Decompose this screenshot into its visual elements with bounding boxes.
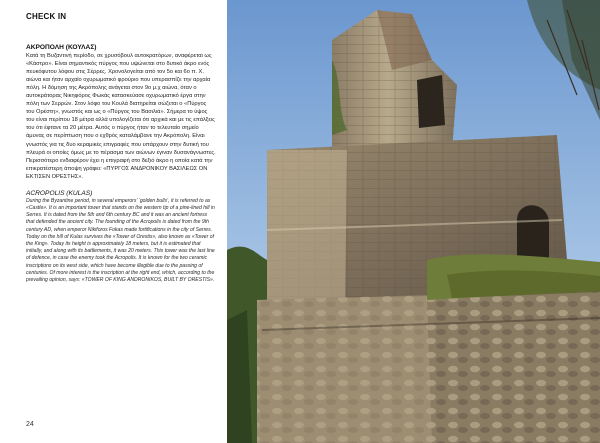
section-heading: CHECK IN <box>26 12 67 21</box>
english-title: ACROPOLIS (KULAS) <box>26 189 93 197</box>
tower-photo <box>227 0 600 443</box>
text-page <box>0 0 227 443</box>
greek-title: ΑΚΡΟΠΟΛΗ (ΚΟΥΛΑΣ) <box>26 44 97 51</box>
article-column <box>26 44 216 284</box>
page-number: 24 <box>26 421 34 428</box>
tower-photo-illustration <box>227 0 600 443</box>
greek-body: Κατά τη Βυζαντινή περίοδο, σε χρυσόβουλ αυτοκρατόρων, αναφέρεται ως «Κάστρο». Είναι σημαντικός πύργος που υψώνεται στο δυτικό άκρο ενός πευκόφυτου λόφου στις Σέρρες. Χρονολογείται από τον 5ο και 6ο π. Χ. αιώνα και ήταν αρχαίο οχυρωματικό φρούριο που υπερασπίζε την αρχαία πόλη. Η δόμηση της Ακρόπολης ανάγεται στον 9ο μ.χ αιώνα, όταν ο αυτοκράτορας Νικηφόρος Φωκάς κατασκεύασε οχυρωματικό έργα στην πόλη των Σερρών. Στον λόφο του Κουλά διατηρείται σώζεται ο «Πύργος του Ορέστη», γνωστός και ως ο «Πύργος του Βασιλιά». Σήμερα το ύψος του είναι περίπου 18 μέτρα αλλά υπολογίζεται ότι αρχικά και με τις επάλξεις του ότι έφτανε τα 20 μέτρα. Αυτός ο πύργος ήταν το τελευταίο σημείο άμυνας σε περίπτωση που ο εχθρός καταλάμβανε την Ακρόπολη. Είναι γνωστός για τις δυο κεραμικές επιγραφές που υπάρχουν στην δυτική του πλευρά οι οποίες όμως με το πέρασμα των αιώνων έγιναν δυσανάγνωστες. Περισσότερο ενδιαφέρον έχει η επιγραφή στο δεξιό άκρο η οποία κατά την επικρατέστερη άποψη γράφει: «ΠΥΡΓΟΣ ΑΝΔΡΟΝΙΚΟΥ ΒΑΣΙΛΕΩΣ ΟΝ ΕΚΤΙΣΕΝ ΟΡΕΣΤΗΣ». <box>26 53 216 180</box>
english-body: During the Byzantine period, in several emperors’ ‘golden bulls’, it is referred to as «Castle». It is an important tower that stands on the western tip of a pine-lined hill in Serres. It is dated from the 5th and 6th century BC and it was an ancient fortress that defended the ancient city. The founding of the Acropolis is dated from the 9th century AD, when emperor Nikiforos Fokas made fortifications in the city of Serres. Today on the hill of Kulas survives the «Tower of Orestis», also known as «Tower of the King». Today its height is approximately 18 meters, but it is estimated that initially, and along with its battlements, it was 20 meters. This tower was the last line of defence, in case the enemy took the Acropolis. It is known for the two ceramic inscriptions on its west side, which have become illegible due to the passing of centuries. Of more interest is the inscription at the right end, which, according to the prevailing opinion, says: «TOWER OF KING ANDRONIKOS, BUILT BY ORESTIS». <box>26 197 215 283</box>
